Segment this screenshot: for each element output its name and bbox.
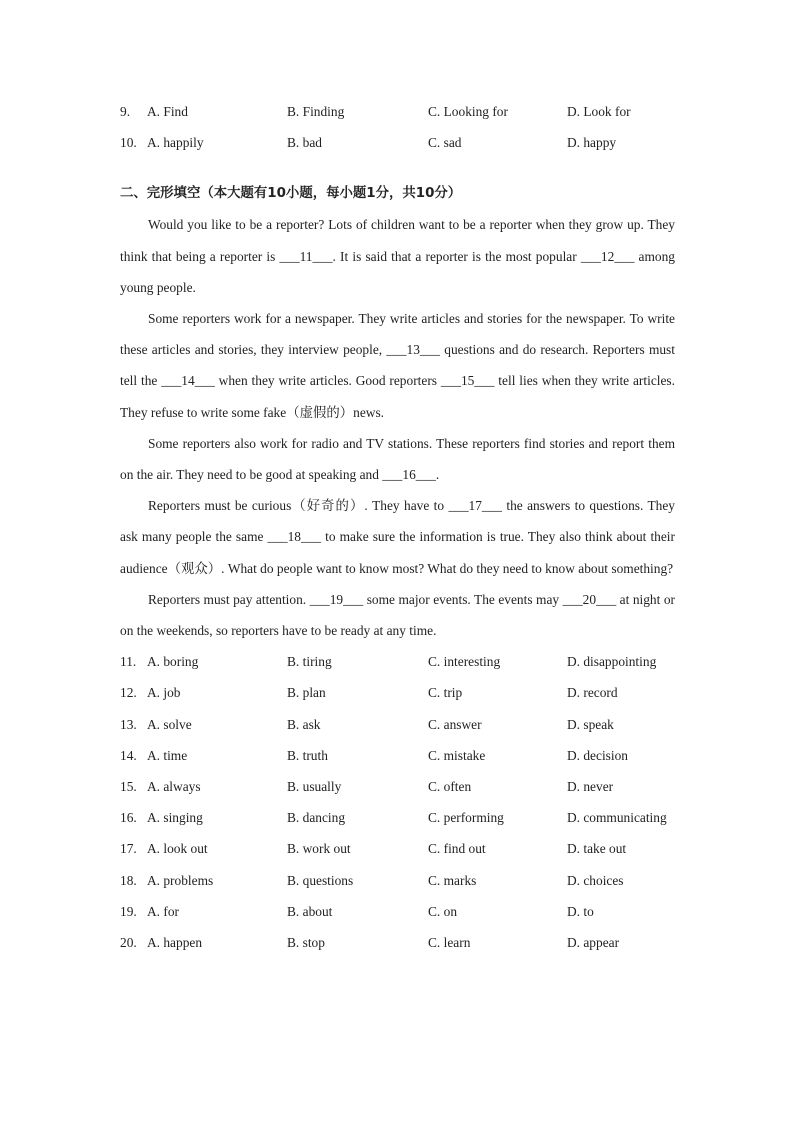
option-d: D. happy (567, 135, 617, 151)
option-b: B. tiring (287, 654, 332, 670)
question-number: 14. (120, 747, 137, 763)
option-a: A. happen (147, 934, 203, 950)
option-d: D. disappointing (567, 654, 657, 670)
option-b: B. ask (287, 716, 321, 732)
option-a: A. for (147, 903, 179, 919)
option-b: B. Finding (287, 104, 345, 119)
option-c: C. sad (428, 135, 462, 151)
option-c: C. mistake (428, 747, 486, 763)
cloze-passage (120, 209, 675, 646)
option-row-15 (120, 771, 675, 802)
option-c: C. learn (428, 934, 471, 950)
option-row-20 (120, 927, 675, 958)
passage-paragraph: Would you like to be a reporter? Lots of children want to be a reporter when they grow up. They think that being a reporter is ___11___. It is said that a reporter is the most popular ___12___ among young people. (120, 217, 675, 295)
option-row-9 (120, 96, 675, 127)
option-b: B. truth (287, 747, 328, 763)
option-d: D. communicating (567, 810, 667, 826)
section-title: 二、完形填空（本大题有10小题，每小题1分，共10分） (120, 186, 462, 202)
question-number: 18. (120, 872, 137, 888)
option-d: D. take out (567, 841, 627, 857)
option-c: C. answer (428, 716, 482, 732)
option-c: C. marks (428, 872, 477, 888)
option-a: A. time (147, 747, 188, 763)
passage-paragraph: Some reporters also work for radio and TV stations. These reporters find stories and report them on the air. They need to be good at speaking and ___16___. (120, 435, 675, 482)
option-b: B. usually (287, 778, 342, 794)
question-number: 13. (120, 716, 137, 732)
option-row-12 (120, 677, 675, 708)
option-c: C. trip (428, 685, 463, 701)
question-number: 16. (120, 810, 137, 826)
option-row-16 (120, 802, 675, 833)
question-number: 20. (120, 934, 137, 950)
option-a: A. singing (147, 810, 203, 826)
option-c: C. on (428, 903, 458, 919)
question-number: 17. (120, 841, 137, 857)
option-row-13 (120, 709, 675, 740)
option-d: D. speak (567, 716, 614, 732)
options-list (120, 646, 675, 958)
option-d: D. choices (567, 872, 624, 888)
option-row-19 (120, 896, 675, 927)
option-c: C. often (428, 778, 472, 794)
option-a: A. problems (147, 872, 214, 888)
passage-paragraph: Reporters must pay attention. ___19___ some major events. The events may ___20___ at night or on the weekends, so reporters have to be ready at any time. (120, 591, 675, 639)
passage-paragraph: Some reporters work for a newspaper. They write articles and stories for the newspaper. To write these articles and stories, they interview people, ___13___ questions and do research. Reporters must tell the ___14___ when they write articles. Good reporters ___15___ tell lies when they write articles. They refuse to write some fake（虚假的）news. (120, 310, 675, 420)
question-number: 9. (120, 104, 131, 119)
passage-paragraph: Reporters must be curious（好奇的）. They have to ___17___ the answers to questions. They ask many people the same ___18___ to make sure the information is true. They also think about their audience（观众）. What do people want to know most? What do they need to know about something? (120, 498, 675, 576)
option-a: A. look out (147, 841, 208, 857)
question-number: 11. (120, 654, 137, 670)
option-c: C. performing (428, 810, 504, 826)
option-d: D. record (567, 685, 618, 701)
option-a: A. solve (147, 716, 192, 732)
question-number: 15. (120, 778, 137, 794)
option-b: B. work out (287, 841, 351, 857)
option-c: C. Looking for (428, 104, 508, 119)
top-options-list (120, 96, 675, 158)
option-row-14 (120, 740, 675, 771)
option-b: B. bad (287, 135, 322, 151)
option-d: D. appear (567, 934, 620, 950)
option-d: D. to (567, 903, 594, 919)
question-number: 10. (120, 135, 137, 151)
option-b: B. dancing (287, 810, 346, 826)
option-d: D. Look for (567, 104, 631, 119)
option-a: A. boring (147, 654, 199, 670)
option-a: A. Find (147, 104, 188, 119)
option-a: A. happily (147, 135, 204, 151)
option-b: B. plan (287, 685, 326, 701)
option-c: C. find out (428, 841, 486, 857)
option-c: C. interesting (428, 654, 501, 670)
option-row-11 (120, 646, 675, 677)
option-row-18 (120, 865, 675, 896)
option-a: A. job (147, 685, 181, 701)
option-a: A. always (147, 778, 201, 794)
option-b: B. about (287, 903, 333, 919)
option-d: D. decision (567, 747, 628, 763)
option-row-17 (120, 833, 675, 864)
document-page (120, 96, 675, 958)
question-number: 12. (120, 685, 137, 701)
option-row-10 (120, 127, 675, 158)
option-b: B. stop (287, 934, 325, 950)
option-d: D. never (567, 778, 614, 794)
option-b: B. questions (287, 872, 354, 888)
question-number: 19. (120, 903, 137, 919)
